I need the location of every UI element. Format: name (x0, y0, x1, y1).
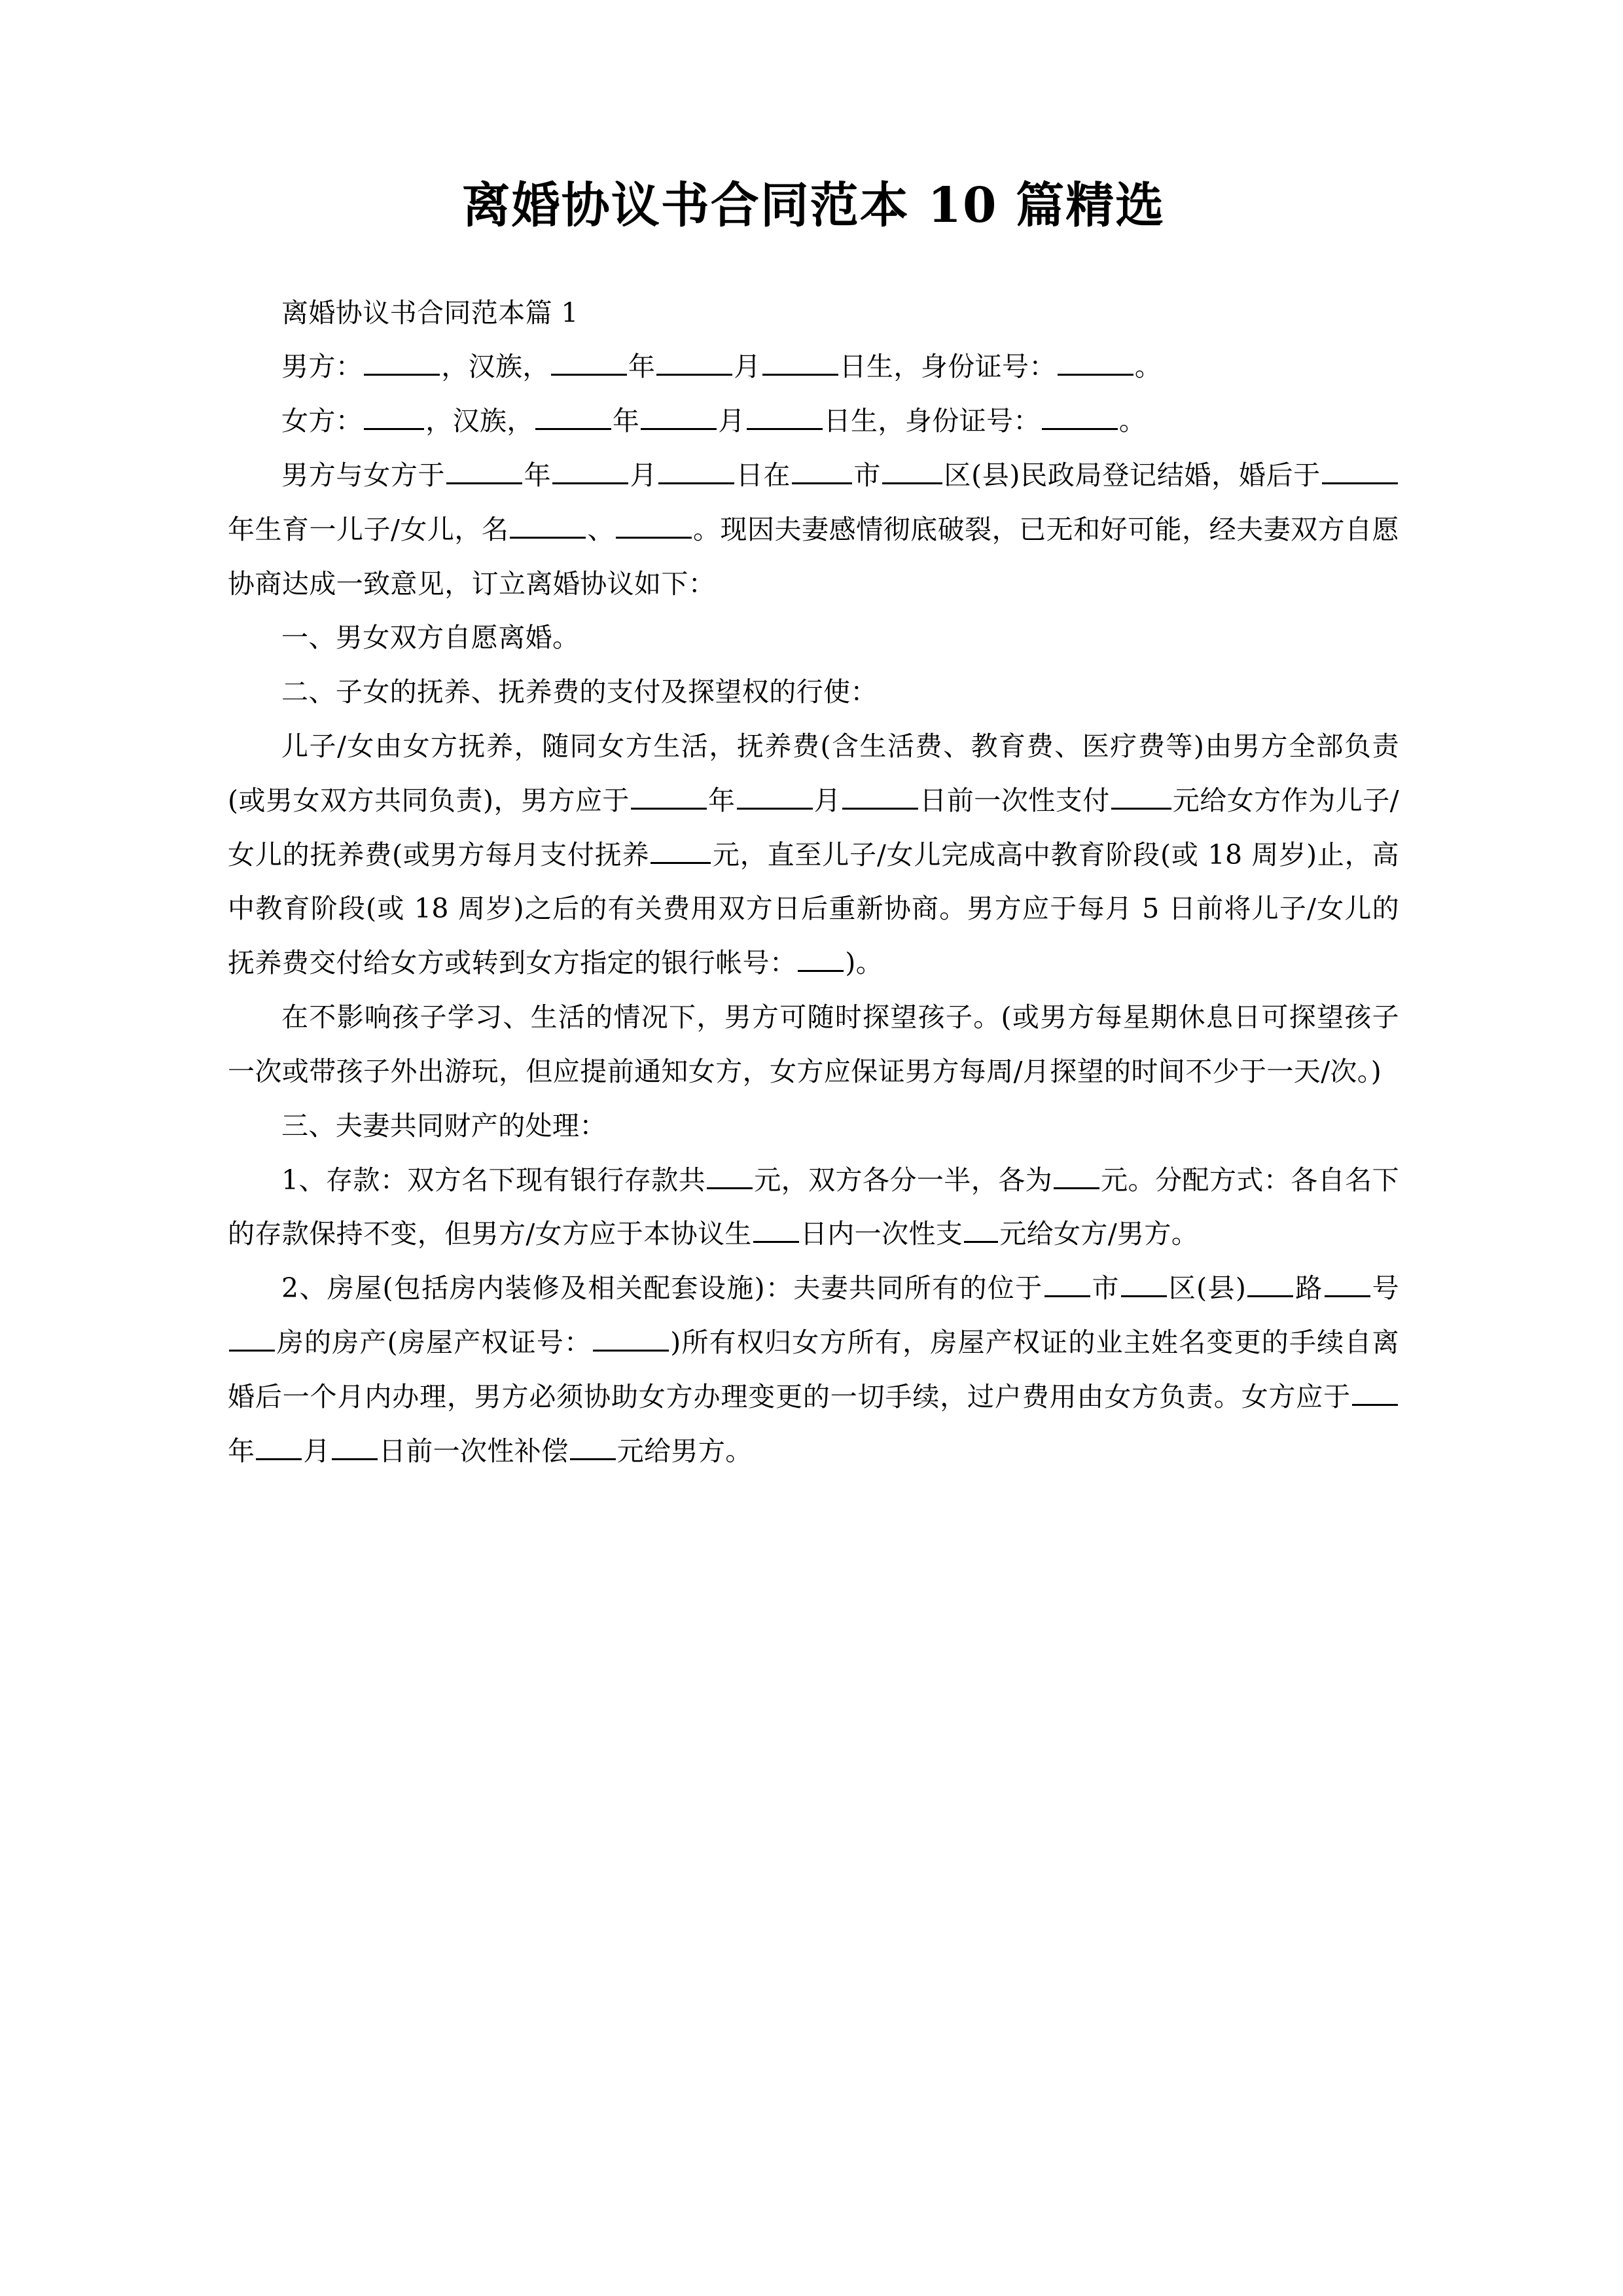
marriage-part-f: 区(县)民政局登记结婚，婚后于 (944, 459, 1321, 491)
male-id-number-blank[interactable] (1058, 348, 1133, 376)
deposit-half-blank[interactable] (1054, 1161, 1099, 1189)
clause-three-title: 三、夫妻共同财产的处理： (281, 1109, 607, 1141)
deposit-payment-amount-blank[interactable] (964, 1215, 998, 1243)
male-party-text-d: 月 (734, 351, 761, 383)
female-birth-month-blank[interactable] (641, 402, 717, 430)
female-name-blank[interactable] (364, 402, 424, 430)
bank-account-blank[interactable] (798, 944, 844, 972)
house-part-e: 号 (1371, 1272, 1399, 1304)
house-part-k: 元给男方。 (616, 1435, 753, 1467)
female-birth-day-blank[interactable] (747, 402, 823, 430)
compensation-year-blank[interactable] (1352, 1378, 1398, 1406)
section-subtitle: 离婚协议书合同范本篇 1 (281, 296, 579, 329)
compensation-day-blank[interactable] (332, 1432, 378, 1460)
house-part-b: 市 (1091, 1272, 1120, 1304)
marriage-part-d: 日在 (736, 459, 791, 491)
paragraph-custody-support (228, 719, 1399, 990)
male-party-text-b: ，汉族， (441, 351, 550, 383)
child-name-one-blank[interactable] (510, 511, 586, 539)
marriage-day-blank[interactable] (658, 456, 734, 484)
house-part-g: )所有权归女方所有，房屋产权证的业主姓名变更的手续自离婚后一个月内办理，男方必须协助女方办理变更的一切手续，过户费用由女方负责。女方应于 (228, 1326, 1399, 1412)
marriage-year-blank[interactable] (446, 456, 522, 484)
house-part-h: 年 (228, 1435, 255, 1467)
marriage-city-blank[interactable] (792, 456, 852, 484)
clause-one-voluntary-divorce: 一、男女双方自愿离婚。 (281, 622, 580, 654)
house-part-j: 日前一次性补偿 (378, 1435, 569, 1467)
child-name-two-blank[interactable] (616, 511, 692, 539)
custody-part-d: 日前一次性支付 (919, 784, 1110, 816)
marriage-month-blank[interactable] (552, 456, 628, 484)
deposits-part-d: 日内一次性支 (800, 1218, 963, 1250)
custody-part-e: 元给女方作为儿子/女儿的抚养费(或男方每月支付抚养 (228, 784, 1399, 870)
paragraph-marriage-registration (228, 448, 1399, 611)
support-pay-month-blank[interactable] (737, 781, 813, 810)
support-monthly-amount-blank[interactable] (651, 836, 711, 864)
custody-part-c: 月 (813, 784, 842, 816)
marriage-part-h: 、 (587, 513, 615, 545)
paragraph-female-party (228, 394, 1399, 448)
house-city-blank[interactable] (1044, 1269, 1090, 1297)
female-party-text-b: ，汉族， (425, 405, 534, 437)
custody-part-f: 元，直至儿子/女儿完成高中教育阶段(或 18 周岁)止，高中教育阶段(或 18 周岁)之后的有关费用双方日后重新协商。男方应于每月 5 日前将儿子/女儿的抚养费交付给女方或转到女方指定的银行帐号： (228, 838, 1399, 979)
deposits-part-c: 元。分配方式：各自名下的存款保持不变，但男方/女方应于本协议生 (228, 1164, 1400, 1250)
female-party-text-e: 日生，身份证号： (823, 405, 1041, 437)
house-road-blank[interactable] (1247, 1269, 1293, 1297)
house-district-blank[interactable] (1121, 1269, 1167, 1297)
support-pay-day-blank[interactable] (842, 781, 918, 810)
custody-part-a: 儿子/女由女方抚养，随同女方生活，抚养费(含生活费、教育费、医疗费等)由男方全部负责(或男女双方共同负责)，男方应于 (228, 730, 1399, 816)
house-part-a: 2、房屋(包括房内装修及相关配套设施)：夫妻共同所有的位于 (281, 1272, 1043, 1304)
deposits-part-a: 1、存款：双方名下现有银行存款共 (281, 1164, 706, 1196)
paragraph-deposits (228, 1153, 1399, 1262)
marriage-part-e: 市 (853, 459, 882, 491)
custody-part-b: 年 (707, 784, 736, 816)
document-content (228, 0, 1399, 1478)
paragraph-house-property (228, 1261, 1399, 1478)
document-body (228, 286, 1399, 1479)
marriage-district-blank[interactable] (882, 456, 942, 484)
male-name-blank[interactable] (364, 348, 440, 376)
marriage-part-g: 年生育一儿子/女儿，名 (228, 513, 509, 545)
compensation-month-blank[interactable] (256, 1432, 302, 1460)
house-number-blank[interactable] (1325, 1269, 1370, 1297)
deposits-part-b: 元，双方各分一半，各为 (754, 1164, 1053, 1196)
support-pay-year-blank[interactable] (631, 781, 707, 810)
house-part-c: 区(县) (1168, 1272, 1247, 1304)
page-title: 离婚协议书合同范本 10 篇精选 (461, 177, 1166, 234)
house-room-blank[interactable] (229, 1323, 275, 1352)
male-party-text-c: 年 (628, 351, 656, 383)
male-party-text-f: 。 (1134, 351, 1162, 383)
female-party-text-c: 年 (612, 405, 640, 437)
compensation-amount-blank[interactable] (570, 1432, 616, 1460)
child-birth-year-blank[interactable] (1322, 456, 1398, 484)
marriage-part-i: 。现因夫妻感情彻底破裂，已无和好可能，经夫妻双方自愿协商达成一致意见，订立离婚协议如下： (228, 513, 1399, 600)
female-party-text-f: 。 (1118, 405, 1147, 437)
paragraph-visitation-rights: 在不影响孩子学习、生活的情况下，男方可随时探望孩子。(或男方每星期休息日可探望孩子一次或带孩子外出游玩，但应提前通知女方，女方应保证男方每周/月探望的时间不少于一天/次。) (228, 1001, 1399, 1087)
paragraph-male-party (228, 340, 1399, 394)
deposit-total-blank[interactable] (707, 1161, 753, 1189)
female-birth-year-blank[interactable] (535, 402, 611, 430)
male-party-label: 男方： (281, 351, 363, 383)
house-part-d: 路 (1294, 1272, 1323, 1304)
male-party-text-e: 日生，身份证号： (839, 351, 1056, 383)
house-part-f: 房的房产(房屋产权证号： (276, 1326, 592, 1358)
female-party-label: 女方： (281, 405, 363, 437)
female-party-text-d: 月 (718, 405, 745, 437)
marriage-part-b: 年 (524, 459, 552, 491)
male-birth-year-blank[interactable] (551, 348, 627, 376)
deposits-part-e: 元给女方/男方。 (999, 1218, 1199, 1250)
marriage-part-a: 男方与女方于 (281, 459, 446, 491)
clause-two-title: 二、子女的抚养、抚养费的支付及探望权的行使： (281, 676, 878, 708)
male-birth-day-blank[interactable] (762, 348, 838, 376)
house-certificate-number-blank[interactable] (593, 1323, 669, 1352)
female-id-number-blank[interactable] (1042, 402, 1118, 430)
deposit-days-blank[interactable] (753, 1215, 799, 1243)
male-birth-month-blank[interactable] (656, 348, 732, 376)
custody-part-g: )。 (845, 947, 883, 979)
support-lumpsum-amount-blank[interactable] (1111, 781, 1171, 810)
house-part-i: 月 (303, 1435, 330, 1467)
marriage-part-c: 月 (630, 459, 658, 491)
